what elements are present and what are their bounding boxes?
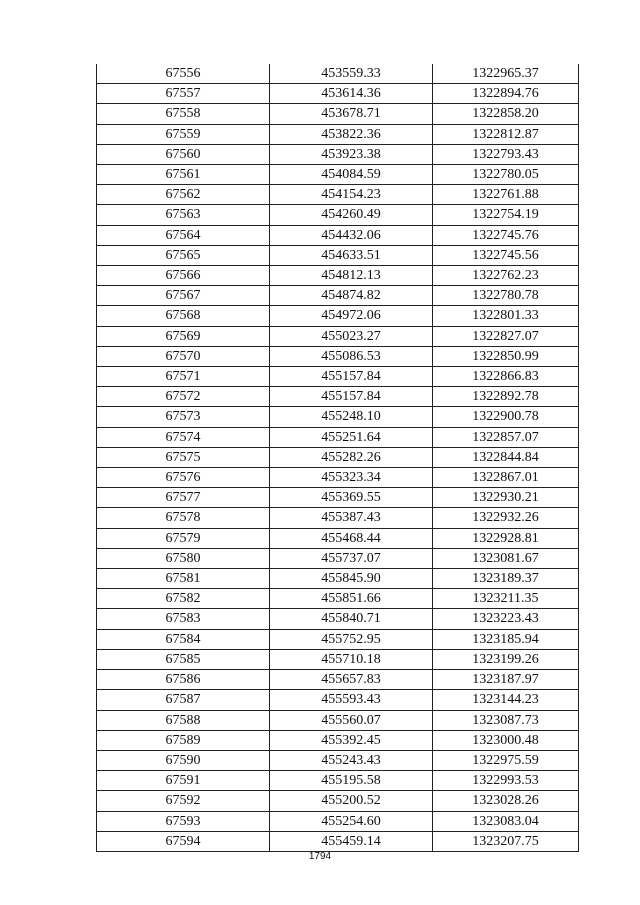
point-id-cell: 67563 [97,205,270,225]
x-coordinate-cell: 455657.83 [270,670,433,690]
y-coordinate-cell: 1322900.78 [433,407,579,427]
table-row [97,104,579,124]
table-row [97,690,579,710]
table-row [97,710,579,730]
table-body [97,64,579,851]
y-coordinate-cell: 1322793.43 [433,144,579,164]
point-id-cell: 67577 [97,488,270,508]
y-coordinate-cell: 1322812.87 [433,124,579,144]
point-id-cell: 67569 [97,326,270,346]
point-id-cell: 67581 [97,569,270,589]
table-row [97,286,579,306]
table-row [97,629,579,649]
point-id-cell: 67564 [97,225,270,245]
x-coordinate-cell: 454432.06 [270,225,433,245]
y-coordinate-cell: 1322867.01 [433,468,579,488]
point-id-cell: 67574 [97,427,270,447]
point-id-cell: 67557 [97,84,270,104]
x-coordinate-cell: 455387.43 [270,508,433,528]
y-coordinate-cell: 1322993.53 [433,771,579,791]
x-coordinate-cell: 455282.26 [270,447,433,467]
x-coordinate-cell: 455468.44 [270,528,433,548]
point-id-cell: 67566 [97,266,270,286]
table-row [97,447,579,467]
x-coordinate-cell: 455200.52 [270,791,433,811]
y-coordinate-cell: 1323185.94 [433,629,579,649]
y-coordinate-cell: 1322827.07 [433,326,579,346]
table-row [97,407,579,427]
table-row [97,144,579,164]
point-id-cell: 67588 [97,710,270,730]
y-coordinate-cell: 1323000.48 [433,730,579,750]
table-row [97,488,579,508]
y-coordinate-cell: 1323189.37 [433,569,579,589]
y-coordinate-cell: 1322892.78 [433,387,579,407]
table-row [97,670,579,690]
point-id-cell: 67572 [97,387,270,407]
point-id-cell: 67594 [97,831,270,851]
x-coordinate-cell: 455840.71 [270,609,433,629]
table-row [97,649,579,669]
point-id-cell: 67575 [97,447,270,467]
x-coordinate-cell: 454260.49 [270,205,433,225]
point-id-cell: 67587 [97,690,270,710]
x-coordinate-cell: 455593.43 [270,690,433,710]
x-coordinate-cell: 455254.60 [270,811,433,831]
coordinate-table [96,64,579,852]
table-row [97,205,579,225]
x-coordinate-cell: 454812.13 [270,266,433,286]
x-coordinate-cell: 454154.23 [270,185,433,205]
y-coordinate-cell: 1322844.84 [433,447,579,467]
y-coordinate-cell: 1323144.23 [433,690,579,710]
x-coordinate-cell: 453614.36 [270,84,433,104]
point-id-cell: 67561 [97,165,270,185]
y-coordinate-cell: 1323083.04 [433,811,579,831]
y-coordinate-cell: 1323199.26 [433,649,579,669]
point-id-cell: 67584 [97,629,270,649]
point-id-cell: 67573 [97,407,270,427]
x-coordinate-cell: 453559.33 [270,64,433,84]
x-coordinate-cell: 455752.95 [270,629,433,649]
y-coordinate-cell: 1322975.59 [433,750,579,770]
point-id-cell: 67560 [97,144,270,164]
table-row [97,84,579,104]
point-id-cell: 67579 [97,528,270,548]
point-id-cell: 67592 [97,791,270,811]
table-row [97,548,579,568]
point-id-cell: 67565 [97,245,270,265]
y-coordinate-cell: 1322761.88 [433,185,579,205]
table-row [97,750,579,770]
table-row [97,124,579,144]
y-coordinate-cell: 1322894.76 [433,84,579,104]
table-row [97,771,579,791]
point-id-cell: 67558 [97,104,270,124]
x-coordinate-cell: 455157.84 [270,387,433,407]
y-coordinate-cell: 1323081.67 [433,548,579,568]
y-coordinate-cell: 1323211.35 [433,589,579,609]
point-id-cell: 67576 [97,468,270,488]
y-coordinate-cell: 1323028.26 [433,791,579,811]
point-id-cell: 67591 [97,771,270,791]
x-coordinate-cell: 455023.27 [270,326,433,346]
x-coordinate-cell: 455157.84 [270,367,433,387]
x-coordinate-cell: 455369.55 [270,488,433,508]
y-coordinate-cell: 1322762.23 [433,266,579,286]
x-coordinate-cell: 455737.07 [270,548,433,568]
y-coordinate-cell: 1323223.43 [433,609,579,629]
table-row [97,225,579,245]
x-coordinate-cell: 454084.59 [270,165,433,185]
x-coordinate-cell: 454972.06 [270,306,433,326]
x-coordinate-cell: 455392.45 [270,730,433,750]
y-coordinate-cell: 1323187.97 [433,670,579,690]
point-id-cell: 67580 [97,548,270,568]
table-row [97,387,579,407]
table-row [97,528,579,548]
x-coordinate-cell: 455251.64 [270,427,433,447]
point-id-cell: 67562 [97,185,270,205]
y-coordinate-cell: 1322745.76 [433,225,579,245]
table-row [97,730,579,750]
table-row [97,165,579,185]
x-coordinate-cell: 455195.58 [270,771,433,791]
y-coordinate-cell: 1322858.20 [433,104,579,124]
point-id-cell: 67568 [97,306,270,326]
point-id-cell: 67582 [97,589,270,609]
x-coordinate-cell: 453822.36 [270,124,433,144]
x-coordinate-cell: 455560.07 [270,710,433,730]
y-coordinate-cell: 1322857.07 [433,427,579,447]
x-coordinate-cell: 455243.43 [270,750,433,770]
point-id-cell: 67583 [97,609,270,629]
x-coordinate-cell: 453678.71 [270,104,433,124]
x-coordinate-cell: 455710.18 [270,649,433,669]
table-row [97,346,579,366]
table-row [97,266,579,286]
y-coordinate-cell: 1322965.37 [433,64,579,84]
y-coordinate-cell: 1322932.26 [433,508,579,528]
x-coordinate-cell: 455851.66 [270,589,433,609]
y-coordinate-cell: 1322780.78 [433,286,579,306]
table-row [97,569,579,589]
point-id-cell: 67556 [97,64,270,84]
x-coordinate-cell: 455248.10 [270,407,433,427]
y-coordinate-cell: 1322928.81 [433,528,579,548]
point-id-cell: 67559 [97,124,270,144]
x-coordinate-cell: 453923.38 [270,144,433,164]
y-coordinate-cell: 1322745.56 [433,245,579,265]
y-coordinate-cell: 1322754.19 [433,205,579,225]
x-coordinate-cell: 454874.82 [270,286,433,306]
x-coordinate-cell: 455459.14 [270,831,433,851]
page-number: 1794 [308,851,332,862]
point-id-cell: 67570 [97,346,270,366]
x-coordinate-cell: 455323.34 [270,468,433,488]
y-coordinate-cell: 1322780.05 [433,165,579,185]
y-coordinate-cell: 1322850.99 [433,346,579,366]
point-id-cell: 67567 [97,286,270,306]
y-coordinate-cell: 1322866.83 [433,367,579,387]
point-id-cell: 67571 [97,367,270,387]
point-id-cell: 67590 [97,750,270,770]
table-row [97,831,579,851]
table-row [97,367,579,387]
x-coordinate-cell: 455845.90 [270,569,433,589]
point-id-cell: 67593 [97,811,270,831]
table-row [97,468,579,488]
table-row [97,508,579,528]
table-row [97,326,579,346]
y-coordinate-cell: 1323207.75 [433,831,579,851]
point-id-cell: 67578 [97,508,270,528]
y-coordinate-cell: 1323087.73 [433,710,579,730]
table-row [97,245,579,265]
y-coordinate-cell: 1322801.33 [433,306,579,326]
table-row [97,64,579,84]
point-id-cell: 67585 [97,649,270,669]
x-coordinate-cell: 455086.53 [270,346,433,366]
x-coordinate-cell: 454633.51 [270,245,433,265]
table-row [97,427,579,447]
table-row [97,589,579,609]
table-row [97,791,579,811]
point-id-cell: 67589 [97,730,270,750]
table-row [97,306,579,326]
point-id-cell: 67586 [97,670,270,690]
y-coordinate-cell: 1322930.21 [433,488,579,508]
table-row [97,811,579,831]
table-row [97,609,579,629]
table-row [97,185,579,205]
